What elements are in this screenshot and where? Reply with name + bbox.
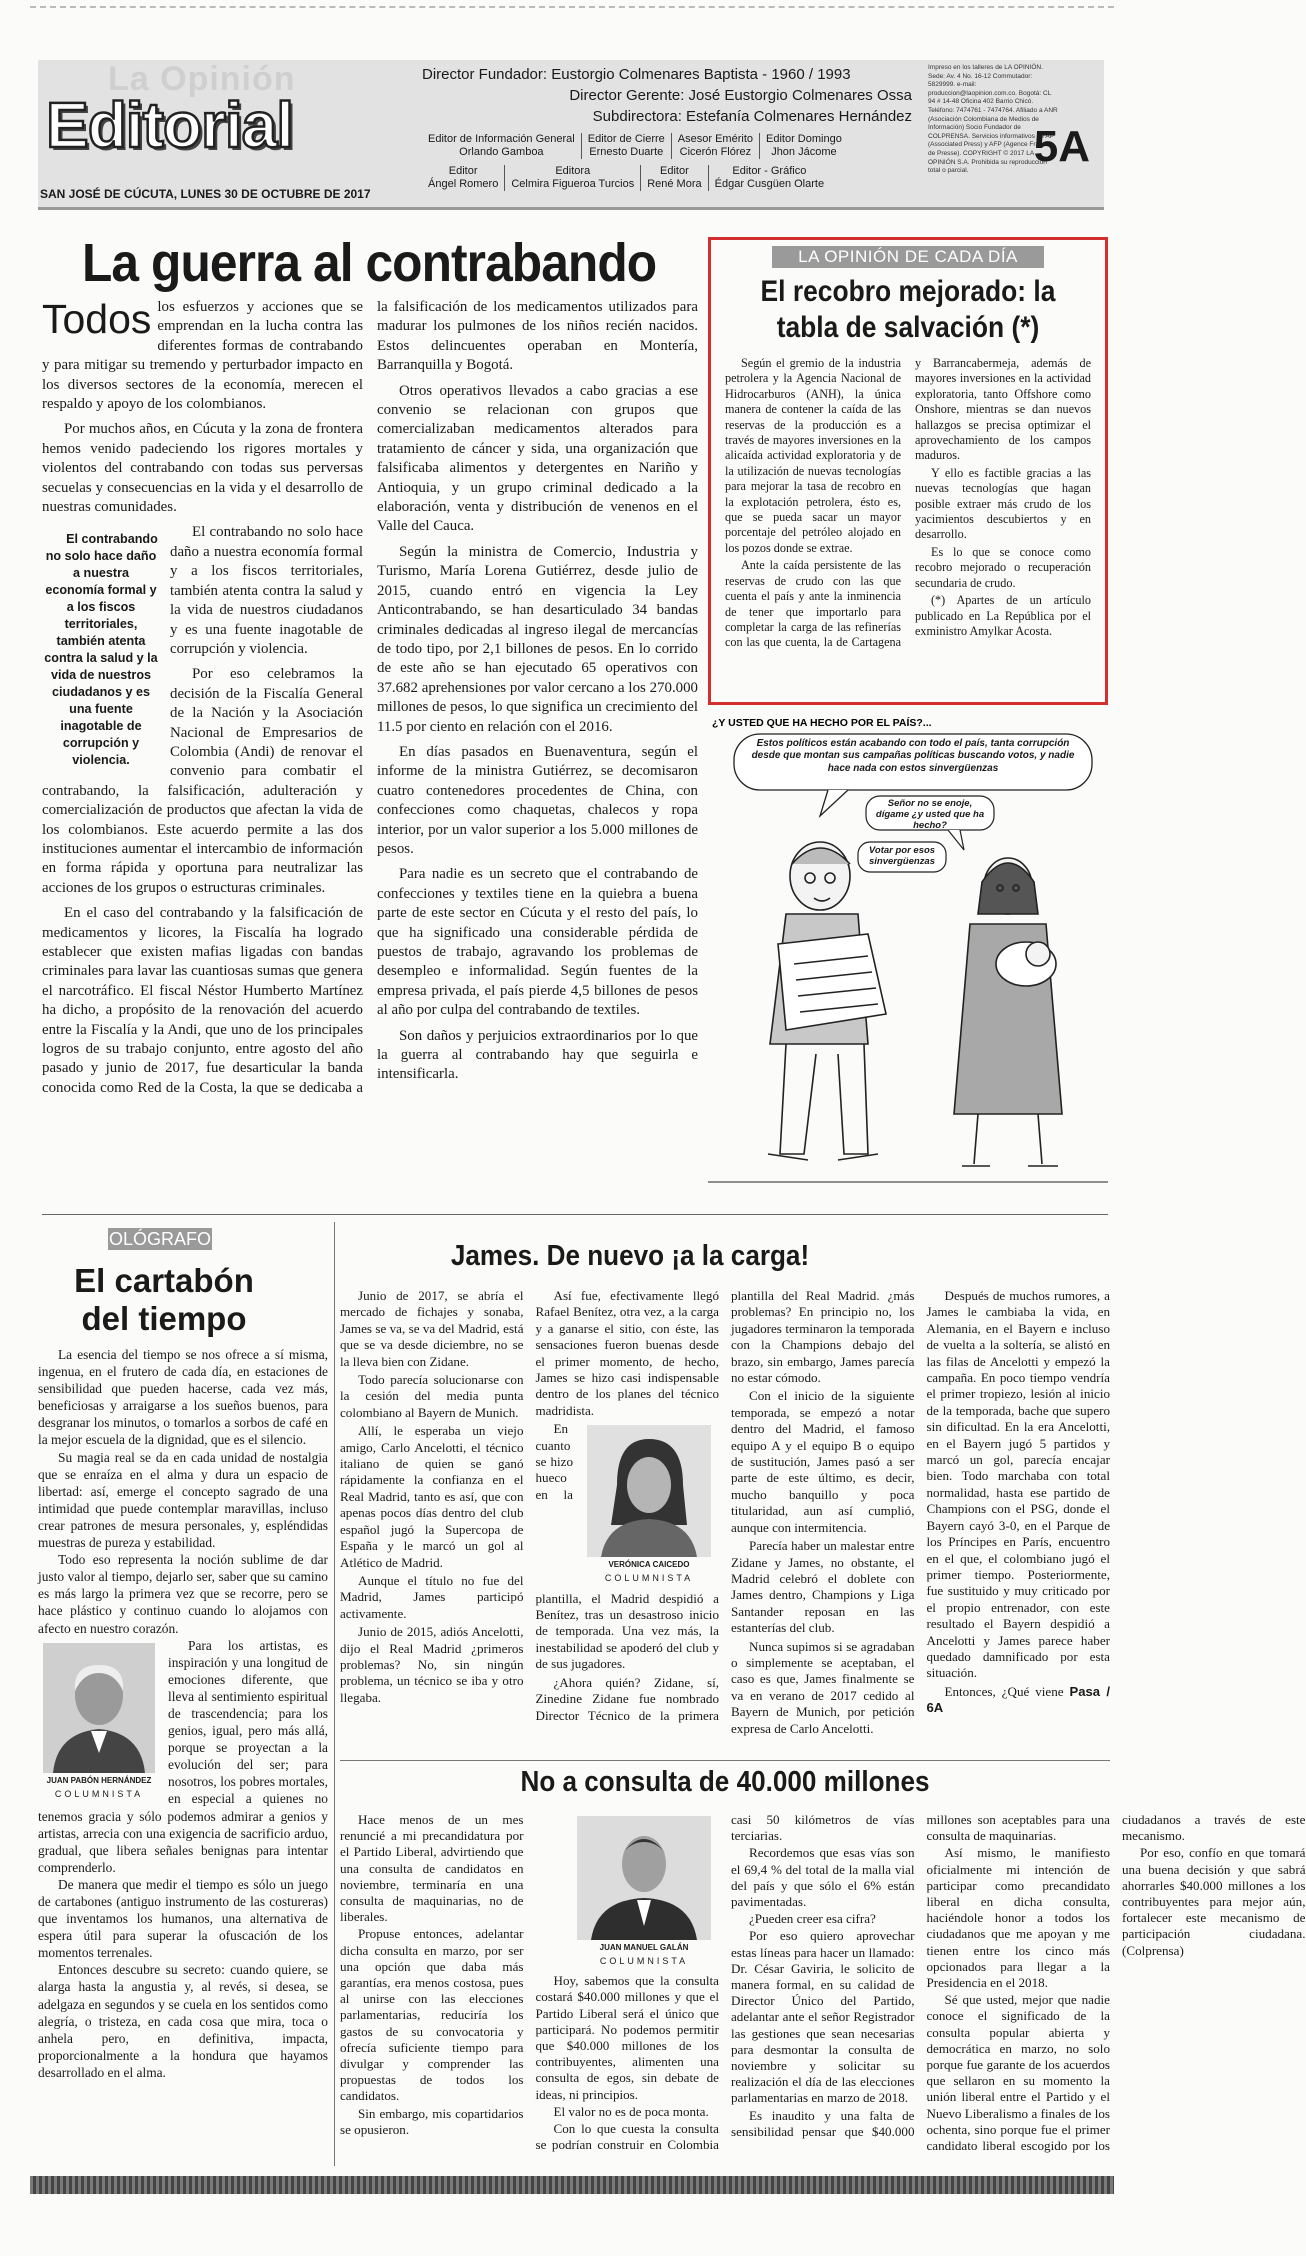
cartoon-caption: ¿Y USTED QUE HA HECHO POR EL PAÍS?... bbox=[712, 717, 932, 729]
opinion-box bbox=[708, 237, 1108, 705]
top-cut-line bbox=[30, 6, 1114, 8]
pull-quote: El contrabando no solo hace daño a nuestra economía formal y a los fiscos territoriales, también atenta contra la salud y la vida de nuestros ciudadanos y es una fuente inagotable de corrupción y violencia. bbox=[44, 532, 158, 768]
section-title: Editorial bbox=[46, 89, 294, 161]
paragraph: Aunque el título no fue del Madrid, James participó activamente. bbox=[340, 1572, 524, 1621]
paragraph: El valor no es de poca monta. bbox=[553, 2103, 709, 2119]
consulta-body bbox=[340, 1812, 1306, 2164]
section-divider bbox=[340, 1760, 1110, 1761]
imprint-text: Impreso en los talleres de LA OPINIÓN. Sede: Av. 4 No. 16-12 Commutador: 5829999. e-mail: produccion@laopinion.com.co. Bogotá: CL 94 # 14-48 Oficina 402 Barrio Chicó. Teléfono: 7474761 - 7474764. Afiliado a ANR (Asociación Colombiana de Medios de Información) Socio Fundador de COLPRENSA. Servicios informativos de AP (Associated Press) y AFP (Agence France de Presse). COPYRIGHT © 2017 LA OPINIÓN S.A. Prohibida su reproducción total o parcial. bbox=[928, 64, 1058, 175]
paragraph: Así fue, efectivamente llegó Rafael Benítez, otra vez, a la carga y a ganarse el sitio, con éste, las sensaciones fueron buenas desde el primer momento, de hecho, James se hizo casi indispensable dentro de los planes del técnico madridista. bbox=[535, 1288, 719, 1418]
olografo-body bbox=[38, 1346, 328, 2156]
olografo-title: El cartabón del tiempo bbox=[74, 1262, 254, 1337]
author-role: COLUMNISTA bbox=[54, 1788, 144, 1799]
opinion-tag: LA OPINIÓN DE CADA DÍA bbox=[772, 246, 1044, 268]
editor-cell: Editora Celmira Figueroa Turcios bbox=[504, 165, 640, 191]
column-divider bbox=[334, 1222, 335, 2166]
paragraph: Por muchos años, en Cúcuta y la zona de frontera hemos venido padeciendo los rigores mortales y violentos del contrabando con todas sus perversas secuelas y consecuencias en la vida y el desarrollo de nuestras comunidades. bbox=[42, 421, 363, 516]
paragraph: Todos los esfuerzos y acciones que se emprendan en la lucha contra las diferentes formas de contrabando y para mitigar su tremendo y perturbador impacto en los diversos sectores de la economía, merecen el respaldo y apoyo de los colombianos. bbox=[42, 296, 363, 413]
editorial-body bbox=[42, 298, 698, 1198]
paragraph: Así mismo, le manifiesto oficialmente mi intención de participar como precandidato liberal en dicha consulta, haciéndole honor a todos los ciudadanos que me apoyan y me tienen entre los cinco más opcionados para llegar a la Presidencia en el 2018. bbox=[926, 1845, 1110, 1991]
editor-cell: Editor de Información General Orlando Gamboa bbox=[428, 133, 575, 158]
paragraph: Y ello es factible gracias a las nuevas tecnologías que hagan posible extraer más crudo de los yacimientos descubiertos y en desarrollo. bbox=[915, 465, 1091, 542]
editors-row bbox=[422, 133, 922, 159]
author-name: JUAN PABÓN HERNÁNDEZ bbox=[46, 1775, 152, 1785]
paragraph: Es inaudito y una falta de sensibilidad pensar que $40.000 millones son aceptables para una consulta de maquinarias. bbox=[731, 1812, 1110, 2139]
paragraph: Sé que usted, mejor que nadie conoce el significado de la consulta popular abierta y democrática en marzo, no solo porque fue garante de los acuerdos que sellaron en su momento la unión liberal entre el Partido y el Nuevo Liberalismo a finales de los ochenta, sino porque fue el primer candidato liberal escogido por los ciudadanos a través de este mecanismo. bbox=[926, 1812, 1306, 2154]
editor-cell: Editor - Gráfico Édgar Cusgüen Olarte bbox=[708, 165, 830, 191]
cartoon bbox=[708, 714, 1108, 1189]
bubble-text-2: Señor no se enoje, dígame ¿y usted que ha hecho? bbox=[875, 798, 985, 831]
paragraph: Parecía haber un malestar entre Zidane y James, no obstante, el Madrid celebró el doblete con James dentro, Champions y Liga Santander reposan en las estanterías del club. bbox=[731, 1538, 915, 1636]
editor-cell: Asesor Emérito Cicerón Flórez bbox=[671, 133, 759, 159]
paragraph: Junio de 2015, adiós Ancelotti, dijo el Real Madrid ¿primeros problemas? No, sin ningún problema, un técnico se iba y otro llegaba. bbox=[340, 1624, 524, 1705]
continue-link: Pasa / 6A bbox=[926, 1683, 1110, 1716]
paragraph: Para los artistas, es inspiración y una longitud de emociones diferente, que lleva al sentimiento espiritual de trascendencia; para los genios, igual, pero más allá, porque se proyectan a la evolución del ser; para nosotros, los pobres mortales, en especial a quienes no tenemos gracia y sólo podemos admirar a genios y artistas, arrecia con una exigencia de sacrificio arduo, gradual, que libera señales benignas para intentar comprenderlo. bbox=[38, 1637, 328, 1875]
cartoon-drawing bbox=[708, 714, 1108, 1189]
paragraph: Por eso, confío en que tomará una buena decisión y que sabrá ahorrarles $40.000 millones a los contribuyentes para mejor aún, fortalecer este mecanismo de participación ciudadana. (Colprensa) bbox=[1122, 1845, 1306, 1958]
paragraph: En el caso del contrabando y la falsificación de medicamentos y licores, la Fiscalía ha logrado establecer que existen mafias ligadas con bandas criminales para lavar las cuantiosas sumas que genera el narcotráfico. El fiscal Néstor Humberto Martínez ha dicho, a propósito de la renovación del acuerdo entre la Fiscalía y la Andi, que uno de los principales logros de su trabajo conjunto, entre agosto del año pasado y junio de 2017, fue desarticular la banda conocida como Red de la Costa, la que se dedicaba a la falsificación de los medicamentos utilizados para madurar los pulmones de los niños recién nacidos. Estos delincuentes operaban en Montería, Barranquilla y Bogotá. bbox=[42, 299, 698, 1096]
paragraph: Por eso quiero aprovechar estas líneas para hacer un llamado: Dr. César Gaviria, le solicito de manera formal, en su calidad de Director Único del Partido, adelantar ante el señor Registrador las gestiones que sean necesarias para desmontar la consulta de noviembre y solicitar su realización el día de las elecciones parlamentarias en marzo de 2018. bbox=[731, 1928, 915, 2106]
paragraph: La esencia del tiempo se nos ofrece a sí misma, ingenua, en el frutero de cada día, en estaciones de sensibilidad que pueden hacerse, cada vez más, beneficiosas y arraigarse a los sueños buenos, para desgranar los minutos, o tomarlos a sorbos de café en la mejor escuela de la dignidad, que es el silencio. bbox=[38, 1347, 328, 1448]
manager-line: Director Gerente: José Eustorgio Colmenares Ossa bbox=[569, 87, 912, 104]
paragraph: En días pasados en Buenaventura, según el informe de la ministra Gutiérrez, se decomisaron cuatro contenedores procedentes de China, con confecciones como chaquetas, chalecos y ropa interior, por un valor superior a los 5.000 millones de pesos. bbox=[377, 743, 698, 857]
james-body bbox=[340, 1288, 1110, 1750]
author-photo-block bbox=[579, 1425, 719, 1586]
paragraph: Con el inicio de la siguiente temporada, se empezó a notar dentro del Madrid, el famoso equipo A y el equipo B o equipo de sustitución, James pasó a ser parte de este último, es decir, mucho banquillo y poca titularidad, aun así cumplió, aunque con intermitencia. bbox=[731, 1388, 915, 1535]
author-name: JUAN MANUEL GALÁN bbox=[599, 1943, 689, 1952]
paragraph: El contrabando no solo hace daño a nuestra economía formal y a los fiscos territoriales, también atenta contra la salud y la vida de nuestros ciudadanos y es una fuente inagotable de corrupción y violencia. El contrabando no solo hace daño a nuestra economía formal y a los fiscos territoriales, también atenta contra la salud y la vida de nuestros ciudadanos y es una fuente inagotable de corrupción y violencia. bbox=[42, 523, 363, 659]
paragraph: Según la ministra de Comercio, Industria y Turismo, María Lorena Gutiérrez, desde julio de 2015, cuando entró en vigencia la Ley Anticontrabando, se han desarticulado 34 bandas criminales dedicadas al ingreso ilegal de mercancías de todo tipo, por 2,1 billones de pesos. En lo corrido de este año se han ejecutado 65 operativos con 37.682 aprehensiones por valor cercano a los 270.000 millones de pesos, lo que significa un crecimiento del 11.5 por ciento en relación con el 2016. bbox=[377, 543, 698, 735]
bubble-text-3: Votar por esos sinvergüenzas bbox=[868, 845, 936, 867]
paragraph: Hoy, sabemos que la consulta costará $40.000 millones y que el Partido Liberal será el único que participará. No podemos permitir que $40.000 millones de los contribuyentes, alimenten una consulta de egos, sin debate de ideas, ni principios. bbox=[535, 1973, 719, 2102]
paragraph: Hace menos de un mes renuncié a mi precandidatura por el Partido Liberal, advirtiendo que una consulta de candidatos en noviembre, terminaría en una consulta de maquinarias, no de liberales. bbox=[340, 1812, 524, 1925]
author-role: COLUMNISTA bbox=[604, 1573, 694, 1584]
paragraph: Entonces descubre su secreto: cuando quiere, se alarga hasta la angustia y, al revés, si desea, se adelgaza en segundos y se cuela en los sentidos como alegría, o tristeza, en cada cosa que mira, toca o anhela pero, en definitiva, impacta, proporcionalmente a la hondura que hayamos desarrollado en el alma. bbox=[38, 1962, 328, 2080]
opinion-title: El recobro mejorado: la tabla de salvación (*) bbox=[760, 275, 1056, 344]
staff-box bbox=[422, 64, 922, 191]
paragraph: Propuse entonces, adelantar dicha consulta en marzo, por ser una opción que daba más garantías, era menos costosa, pues al unirse con las elecciones parlamentarias, reduciría los gastos de su convocatoria y ofrecía suficiente tiempo para divulgar y comprender las propuestas de todos los candidatos. bbox=[340, 1926, 524, 2104]
paragraph: Entonces, ¿Qué viene Pasa / 6A bbox=[926, 1683, 1110, 1716]
author-name: VERÓNICA CAICEDO bbox=[608, 1560, 690, 1570]
opinion-body bbox=[725, 356, 1091, 674]
editor-cell: Editor Domingo Jhon Jácome bbox=[759, 133, 848, 159]
james-headline: James. De nuevo ¡a la carga! bbox=[450, 1240, 810, 1272]
paragraph: Otros operativos llevados a cabo gracias a ese convenio se relacionan con grupos que comercializaban medicamentos alterados para tratamiento de cáncer y sida, una organización que falsificaba alimentos y detergentes en Nariño y Antioquia, y un grupo criminal dedicado a la elaboración, venta y distribución de venenos en el Valle del Cauca. bbox=[377, 382, 698, 535]
paragraph: ¿Ahora quién? Zidane, sí, Zinedine Zidane fue nombrado Director Técnico de la primera plantilla del Real Madrid. ¿más problemas? En principio no, los jugadores terminaron la temporada con la Champions debajo del brazo, sin embargo, James parecía no estar cómodo. bbox=[535, 1288, 915, 1723]
author-photo-block bbox=[38, 1643, 160, 1803]
paragraph: De manera que medir el tiempo es sólo un juego de cartabones (antiguo instrumento de las costureras) que inventamos los humanos, una alternativa de espera útil para superar la ofuscación de los momentos terrenales. bbox=[38, 1876, 328, 1961]
paragraph: Todo parecía solucionarse con la cesión del media punta colombiano al Bayern de Munich. bbox=[340, 1372, 524, 1420]
paragraph: Todo eso representa la noción sublime de dar justo valor al tiempo, dejarlo ser, saber que su camino es más largo la primera vez que se recorre, pero se hace plástico y continuo cuando lo alojamos con afecto en nuestro corazón. bbox=[38, 1552, 328, 1636]
paragraph: Con lo que cuesta la consulta se podrían construir en Colombia casi 50 kilómetros de vías terciarias. bbox=[535, 1812, 915, 2153]
bubble-text-1: Estos políticos están acabando con todo el país, tanta corrupción desde que montan sus campañas políticas buscando votos, y nadie hace nada con estos sinvergüenzas bbox=[751, 738, 1075, 774]
editorial-headline: La guerra al contrabando bbox=[82, 233, 657, 293]
editors-row-2 bbox=[422, 165, 922, 191]
author-photo bbox=[577, 1816, 711, 1940]
note: (*) Apartes de un artículo publicado en La República por el exministro Amylkar Acosta. bbox=[915, 593, 1091, 638]
author-photo bbox=[587, 1425, 711, 1557]
paragraph: Junio de 2017, se abría el mercado de fichajes y sonaba, James se va, se va del Madrid, está que se va desde diciembre, no se la lleva bien con Zidane. bbox=[340, 1288, 524, 1369]
editor-cell: Editor Ángel Romero bbox=[428, 165, 499, 190]
drop-word: Todos bbox=[42, 296, 152, 342]
olografo-tag: OLÓGRAFO bbox=[108, 1229, 211, 1249]
paragraph: Es lo que se conoce como recobro mejorado o recuperación secundaria de crudo. bbox=[915, 544, 1091, 590]
author-photo-block bbox=[569, 1816, 719, 1969]
author-photo bbox=[43, 1643, 155, 1773]
paragraph: Por eso celebramos la decisión de la Fiscalía General de la Nación y la Asociación Nacional de Empresarios de Colombia (Andi) de renovar el convenio para combatir el contrabando, la falsificación, adulteración y comercialización de productos que afectan la vida de los colombianos. Este acuerdo permite a las dos instituciones aumentar el intercambio de información en forma rápida y oportuna para neutralizar las acciones de los grupos o estructuras criminales. bbox=[42, 666, 363, 896]
paragraph: En cuanto se hizo hueco en la plantilla, el Madrid despidió a Benítez, tras un desastroso inicio de temporada. Una vez más, la inestabilidad se apoderó del club y de sus jugadores. bbox=[535, 1421, 719, 1672]
paragraph: ¿Pueden creer esa cifra? bbox=[749, 1911, 876, 1927]
editor-cell: Editor René Mora bbox=[640, 165, 707, 191]
consulta-headline: No a consulta de 40.000 millones bbox=[520, 1766, 930, 1798]
page-number: 5A bbox=[1033, 122, 1090, 171]
paragraph: Su magia real se da en cada unidad de nostalgia que se enraíza en el alma y dura un espacio de libertad: así, emerge el concepto sagrado de una intimidad que puede contemplar maravillas, incluso crear patrones de mesura personales, y, espléndidas muestras de pureza y estabilidad. bbox=[38, 1449, 328, 1551]
paragraph: Nunca supimos si se agradaban o simplemente se aceptaban, el caso es que, James finalmente se va en verano de 2017 cedido al Bayern de Munich, por petición expresa de Carlo Ancelotti. bbox=[731, 1638, 915, 1736]
paragraph: Para nadie es un secreto que el contrabando de confecciones y textiles tiene en la quiebra a buena parte de este sector en Cúcuta y el resto del país, lo que ha significado una considerable pérdida de puestos de trabajo, agravando los problemas de desempleo e informalidad. Según fuentes de la empresa privada, el país pierde 4,5 billones de pesos al año por culpa del contrabando de textiles. bbox=[377, 866, 698, 1019]
paragraph: Ante la caída persistente de las reservas de crudo con las que cuenta el país y ante la inminencia de tener que importarlo para completar la carga de las refinerías con las que cuenta, la de Cartagena y Barrancabermeja, además de mayores inversiones en la actividad exploratoria, tanto Offshore como Onshore, mientras se dan nuevos hallazgos se precisa optimizar el aprovechamiento de los campos maduros. bbox=[725, 356, 1091, 650]
paragraph: Sin embargo, mis copartidarios se opusieron. bbox=[340, 2105, 524, 2137]
paragraph: Recordemos que esas vías son el 69,4 % del total de la malla vial del país y que sólo el 6% están pavimentadas. bbox=[731, 1845, 915, 1910]
bottom-bar bbox=[30, 2176, 1114, 2194]
paragraph: Son daños y perjuicios extraordinarios por lo que la guerra al contrabando hay que seguirla e intensificarla. bbox=[377, 1027, 698, 1083]
paragraph: Según el gremio de la industria petrolera y la Agencia Nacional de Hidrocarburos (ANH), la única manera de contener la caída de las reservas de la producción es a través de mayores inversiones en la alicaída actividad exploratoria y de la utilización de nuevas tecnologías para mejorar la tasa de recobro en la explotación petrolera, ésto es, que se pueda sacar un mayor porcentaje del petróleo alojado en los pozos donde se extrae. bbox=[725, 356, 901, 555]
author-role: COLUMNISTA bbox=[599, 1956, 689, 1966]
subdirector-line: Subdirectora: Estefanía Colmenares Hernández bbox=[592, 108, 912, 125]
brand-logo: La Opinión bbox=[108, 60, 296, 98]
masthead bbox=[38, 60, 1104, 210]
date-line: SAN JOSÉ DE CÚCUTA, LUNES 30 DE OCTUBRE DE 2017 bbox=[40, 187, 371, 201]
paragraph: Después de muchos rumores, a James le cambiaba la vida, en Alemania, en el Bayern e incluso de vuelta a la soltería, se alistó en las filas de Ancelotti y empezó la campaña. En poco tiempo vendría el primer tropiezo, lesión al inicio de la temporada, bache que supero sin dificultad. En la era Ancelotti, en el Bayern jugó 5 partidos y marcó un gol, parecía encajar bien. Todo marchaba con total normalidad, hasta ese partido de Champions con el PSG, donde el Bayern cayó 3-0, en el Parque de los Príncipes en París, encuentro en el que, el colombiano jugó el primer tiempo. Posteriormente, fue sustituido y muy criticado por el propio entrenador, con este resultado el Bayern despidió a Ancelotti y James parece haber quedado damnificado por esta situación. bbox=[926, 1288, 1110, 1681]
founder-line: Director Fundador: Eustorgio Colmenares Baptista - 1960 / 1993 bbox=[422, 66, 851, 83]
section-divider bbox=[42, 1214, 1108, 1215]
paragraph: Allí, le esperaba un viejo amigo, Carlo Ancelotti, el técnico italiano de quien se ganó rápidamente la confianza en el Real Madrid, tanto es así, que con apenas pocos días dentro del club español jugó la Supercopa de España y le marcó un gol al Atlético de Madrid. bbox=[340, 1423, 524, 1570]
editor-cell: Editor de Cierre Ernesto Duarte bbox=[581, 133, 671, 159]
